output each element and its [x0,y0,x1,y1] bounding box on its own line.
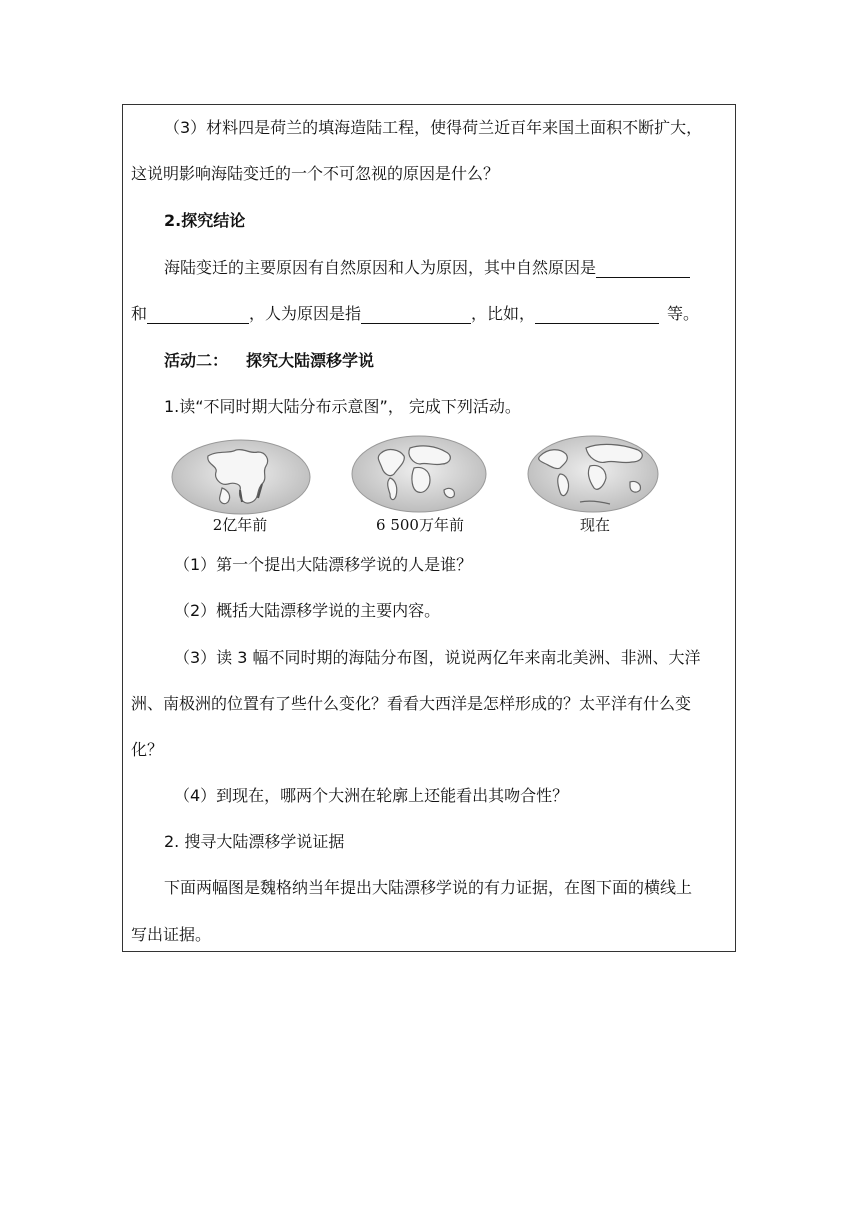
activity2-intro: 1.读“不同时期大陆分布示意图”， 完成下列活动。 [164,397,521,416]
globe-65mya-icon [350,434,488,514]
question-2: （2）概括大陆漂移学说的主要内容。 [174,601,441,620]
fill-blank-natural-cause-2[interactable] [147,307,249,324]
activity2-heading [164,351,374,371]
conclusion-heading: 2.探究结论 [164,211,246,230]
fill-blank-example[interactable] [535,307,659,324]
question-3-line1: （3）读 3 幅不同时期的海陆分布图，说说两亿年来南北美洲、非洲、大洋 [174,648,701,667]
evidence-heading: 2. 搜寻大陆漂移学说证据 [164,832,345,851]
evidence-line1: 下面两幅图是魏格纳当年提出大陆漂移学说的有力证据，在图下面的横线上 [164,878,693,897]
caption-65mya: 6 500万年前 [376,516,464,534]
caption-200mya: 2亿年前 [212,516,268,534]
conclusion-line2-human-label: ，人为原因是指 [249,304,362,323]
question-3-line2: 洲、南极洲的位置有了些什么变化？看看大西洋是怎样形成的？太平洋有什么变 [131,694,692,713]
conclusion-line1-text: 海陆变迁的主要原因有自然原因和人为原因，其中自然原因是 [164,258,597,277]
activity2-title: 探究大陆漂移学说 [246,351,375,370]
material-question-3-line1: （3）材料四是荷兰的填海造陆工程，使得荷兰近百年来国土面积不断扩大， [164,118,703,137]
fill-blank-human-cause[interactable] [361,307,471,324]
material-question-3-line2: 这说明影响海陆变迁的一个不可忽视的原因是什么？ [131,164,500,183]
question-3-line3: 化？ [131,740,164,759]
activity2-label: 活动二： [164,351,229,370]
caption-present: 现在 [579,516,610,534]
conclusion-line2-example-label: ，比如， [471,304,536,323]
conclusion-line2 [131,304,699,324]
globe-present-icon [526,434,660,514]
evidence-line2: 写出证据。 [131,925,212,944]
question-1: （1）第一个提出大陆漂移学说的人是谁？ [174,555,473,574]
conclusion-line1 [164,258,690,278]
fill-blank-natural-cause-1[interactable] [596,261,690,278]
globe-pangaea-icon [170,438,312,516]
question-4: （4）到现在，哪两个大洲在轮廓上还能看出其吻合性？ [174,786,569,805]
conclusion-line2-and: 和 [131,304,148,323]
conclusion-line2-end: 等。 [667,304,700,323]
